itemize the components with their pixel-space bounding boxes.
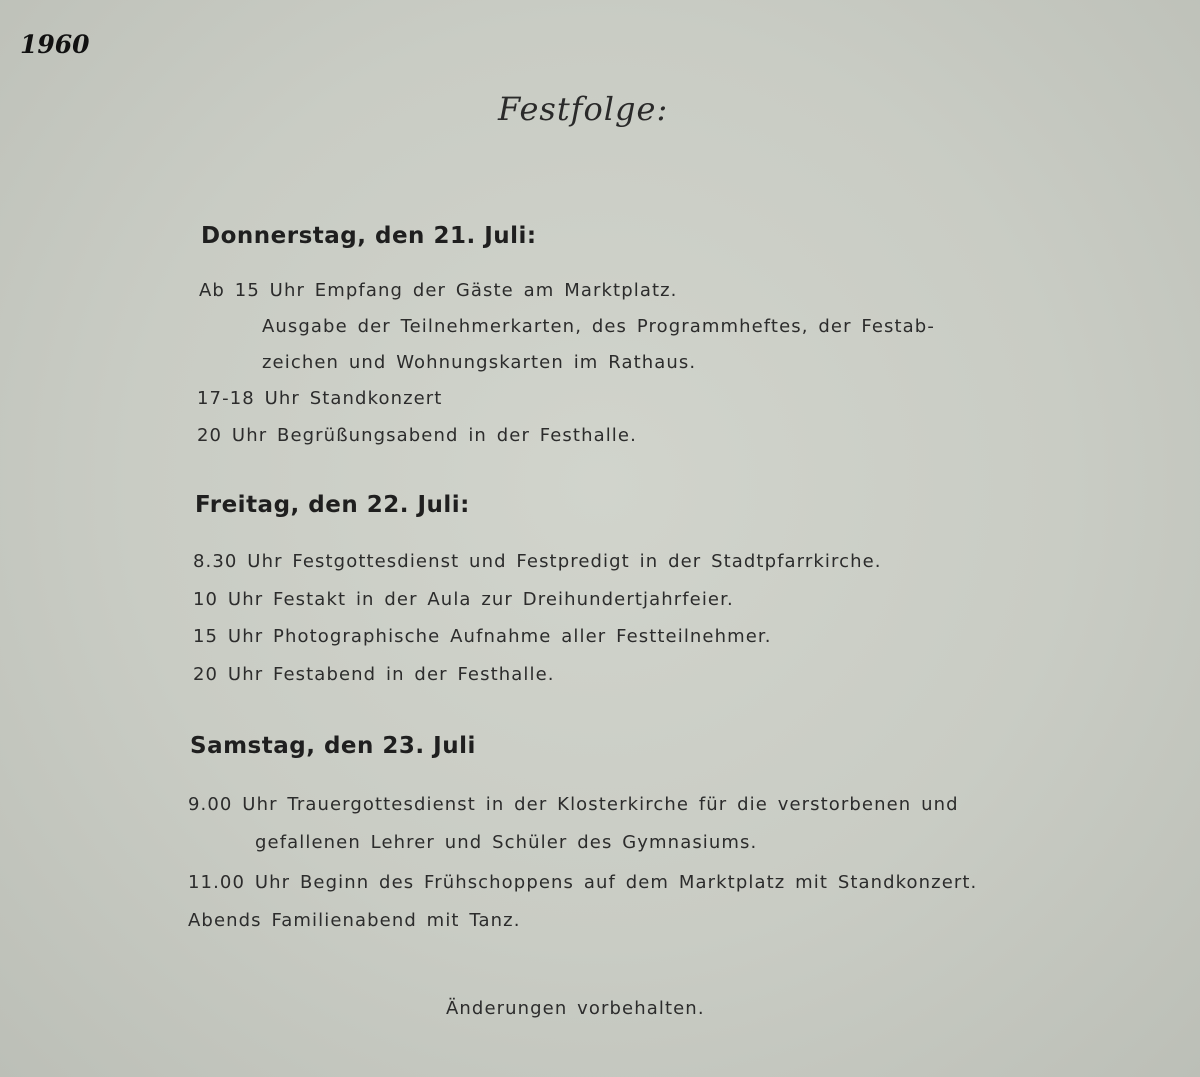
schedule-line: Ausgabe der Teilnehmerkarten, des Programmheftes, der Festab- (262, 316, 935, 337)
schedule-line: Ab 15 Uhr Empfang der Gäste am Marktplatz. (199, 280, 678, 301)
schedule-line: 9.00 Uhr Trauergottesdienst in der Klosterkirche für die verstorbenen und (188, 794, 959, 815)
schedule-line: Abends Familienabend mit Tanz. (188, 910, 521, 931)
schedule-line: 10 Uhr Festakt in der Aula zur Dreihundertjahrfeier. (193, 589, 734, 610)
footer-note: Änderungen vorbehalten. (446, 998, 705, 1019)
schedule-line: 11.00 Uhr Beginn des Frühschoppens auf dem Marktplatz mit Standkonzert. (188, 872, 978, 893)
schedule-line: 20 Uhr Begrüßungsabend in der Festhalle. (197, 425, 637, 446)
day-heading: Donnerstag, den 21. Juli: (201, 223, 537, 249)
schedule-line: 15 Uhr Photographische Aufnahme aller Festteilnehmer. (193, 626, 772, 647)
schedule-line: 17-18 Uhr Standkonzert (197, 388, 443, 409)
page-title: Festfolge: (498, 90, 669, 128)
day-heading: Freitag, den 22. Juli: (195, 492, 470, 518)
schedule-line: 20 Uhr Festabend in der Festhalle. (193, 664, 555, 685)
schedule-line: 8.30 Uhr Festgottesdienst und Festpredigt in der Stadtpfarrkirche. (193, 551, 882, 572)
day-heading: Samstag, den 23. Juli (190, 733, 476, 759)
schedule-line: zeichen und Wohnungskarten im Rathaus. (262, 352, 697, 373)
schedule-line: gefallenen Lehrer und Schüler des Gymnasiums. (255, 832, 758, 853)
year-label: 1960 (20, 30, 90, 59)
